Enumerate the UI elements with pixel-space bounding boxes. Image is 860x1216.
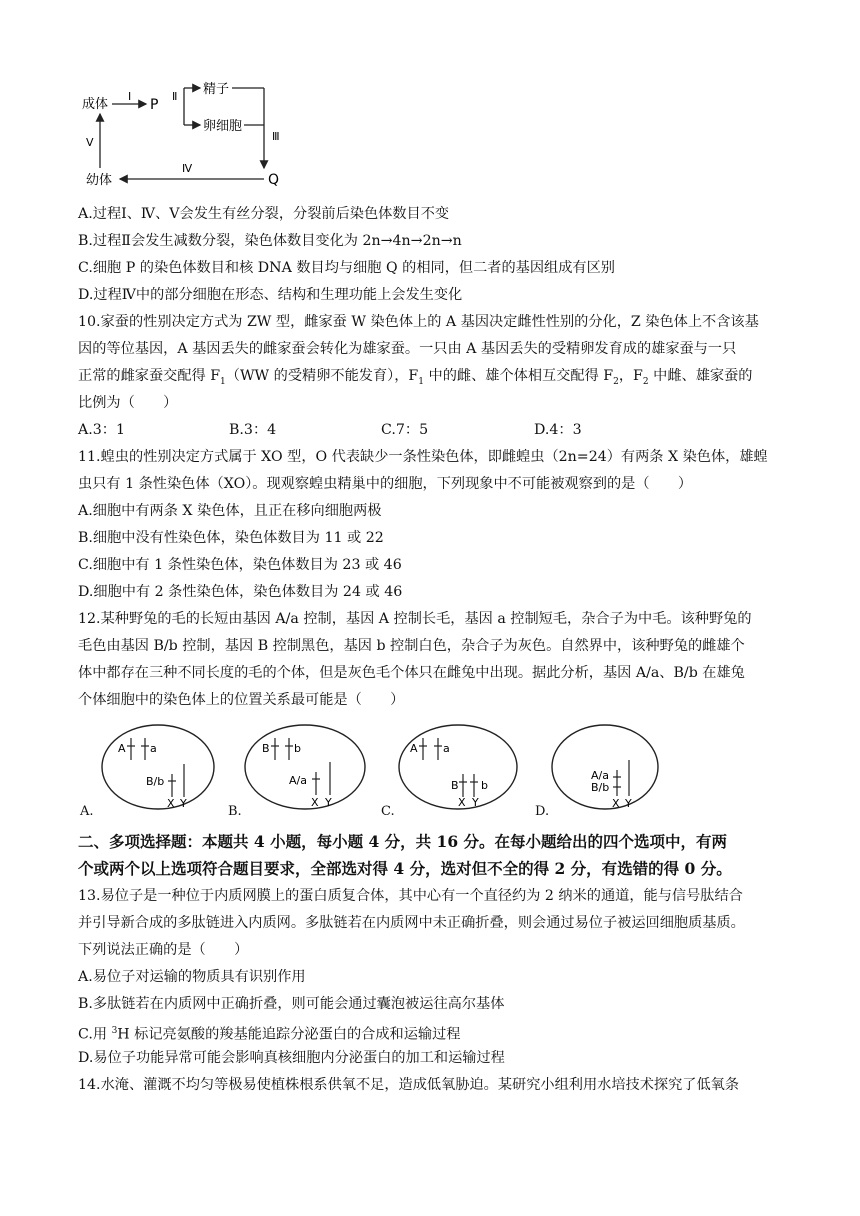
egg-label: 卵细胞 — [203, 119, 243, 134]
life-cycle-diagram — [80, 78, 310, 190]
svg-text:A: A — [118, 742, 126, 755]
svg-text:X: X — [458, 796, 466, 809]
svg-text:Y: Y — [625, 797, 632, 810]
q14-line-1: 14.水淹、灌溉不均匀等极易使植株根系供氧不足，造成低氧胁迫。某研究小组利用水培技术探究了低氧条 — [78, 1077, 740, 1093]
q12-option-b-label: B. — [228, 804, 242, 819]
svg-text:X: X — [167, 797, 175, 810]
q11-option-b: B.细胞中没有性染色体，染色体数目为 11 或 22 — [78, 530, 384, 546]
q9-option-b: B.过程Ⅱ会发生减数分裂，染色体数目变化为 2n→4n→2n→n — [78, 233, 462, 249]
svg-text:X: X — [612, 797, 620, 810]
svg-text:b: b — [481, 779, 488, 792]
roman-5: Ⅴ — [86, 136, 94, 149]
q12-line-4: 个体细胞中的染色体上的位置关系最可能是（ ） — [78, 692, 405, 708]
q10-line-4: 比例为（ ） — [78, 395, 178, 411]
roman-1: Ⅰ — [128, 90, 132, 103]
q12-option-c-label: C. — [381, 804, 395, 819]
svg-text:Y: Y — [180, 797, 187, 810]
cell-figure-d — [550, 722, 662, 812]
svg-text:a: a — [150, 742, 157, 755]
svg-text:Y: Y — [472, 796, 479, 809]
q10-option-c: C.7：5 — [381, 422, 429, 438]
q13-line-2: 并引导新合成的多肽链进入内质网。多肽链若在内质网中未正确折叠，则会通过易位子被运回细胞质基质。 — [78, 915, 745, 931]
q11-option-a: A.细胞中有两条 X 染色体，且正在移向细胞两极 — [78, 503, 382, 519]
q9-option-d: D.过程Ⅳ中的部分细胞在形态、结构和生理功能上会发生变化 — [78, 287, 463, 303]
roman-2: Ⅱ — [172, 90, 178, 103]
q10-option-b: B.3：4 — [229, 422, 277, 438]
q13-line-3: 下列说法正确的是（ ） — [78, 942, 249, 958]
q12-line-2: 毛色由基因 B/b 控制，基因 B 控制黑色，基因 b 控制白色，杂合子为灰色。自然界中，该种野兔的雌雄个 — [78, 638, 745, 654]
q13-option-c: C.用 $^3$H 标记亮氨酸的羧基能追踪分泌蛋白的合成和运输过程 — [78, 1026, 461, 1043]
svg-text:B/b: B/b — [591, 781, 610, 794]
svg-text:A/a: A/a — [591, 769, 609, 782]
q11-option-c: C.细胞中有 1 条性染色体，染色体数目为 23 或 46 — [78, 557, 402, 573]
q9-option-c: C.细胞 P 的染色体数目和核 DNA 数目均与细胞 Q 的相同，但二者的基因组成有区别 — [78, 260, 615, 276]
q10-line-2: 因的等位基因，A 基因丢失的雌家蚕会转化为雄家蚕。一只由 A 基因丢失的受精卵发育成的雄家蚕与一只 — [78, 341, 737, 357]
cell-figure-a — [100, 722, 220, 812]
svg-text:B/b: B/b — [146, 775, 165, 788]
svg-text:A: A — [410, 742, 418, 755]
p-label: P — [150, 97, 159, 113]
q12-line-3: 体中都存在三种不同长度的毛的个体，但是灰色毛个体只在雌兔中出现。据此分析，基因 A/a、B/b 在雄兔 — [78, 665, 745, 681]
q10-line-1: 10.家蚕的性别决定方式为 ZW 型，雌家蚕 W 染色体上的 A 基因决定雌性性别的分化，Z 染色体上不含该基 — [78, 314, 759, 330]
adult-label: 成体 — [82, 97, 109, 112]
q13-line-1: 13.易位子是一种位于内质网膜上的蛋白质复合体，其中心有一个直径约为 2 纳米的通道，能与信号肽结合 — [78, 888, 743, 904]
q12-line-1: 12.某种野兔的毛的长短由基因 A/a 控制，基因 A 控制长毛，基因 a 控制短毛，杂合子为中毛。该种野兔的 — [78, 611, 752, 627]
svg-text:A/a: A/a — [289, 774, 307, 787]
section-2-heading-line-2: 个或两个以上选项符合题目要求，全部选对得 4 分，选对但不全的得 2 分，有选错的得 0 分。 — [78, 859, 732, 878]
svg-text:B: B — [451, 779, 459, 792]
q12-option-a-label: A. — [80, 804, 94, 819]
q11-option-d: D.细胞中有 2 条性染色体，染色体数目为 24 或 46 — [78, 584, 403, 600]
q11-line-2: 虫只有 1 条性染色体（XO）。现观察蝗虫精巢中的细胞，下列现象中不可能被观察到的是（ ） — [78, 476, 693, 492]
cell-figure-c — [396, 722, 520, 812]
svg-text:Y: Y — [325, 796, 332, 809]
roman-4: Ⅳ — [182, 162, 193, 175]
roman-3: Ⅲ — [272, 130, 280, 143]
q10-option-d: D.4：3 — [534, 422, 582, 438]
sperm-label: 精子 — [203, 82, 230, 97]
svg-text:X: X — [311, 796, 319, 809]
q-label: Q — [268, 172, 280, 188]
q13-option-a: A.易位子对运输的物质具有识别作用 — [78, 969, 306, 985]
q11-line-1: 11.蝗虫的性别决定方式属于 XO 型，O 代表缺少一条性染色体，即雌蝗虫（2n=24）有两条 X 染色体，雄蝗 — [78, 449, 768, 465]
q9-option-a: A.过程Ⅰ、Ⅳ、Ⅴ会发生有丝分裂，分裂前后染色体数目不变 — [78, 206, 450, 222]
svg-text:B: B — [262, 742, 270, 755]
q10-option-a: A.3：1 — [78, 422, 125, 438]
q13-option-d: D.易位子功能异常可能会影响真核细胞内分泌蛋白的加工和运输过程 — [78, 1050, 505, 1066]
q12-option-d-label: D. — [535, 804, 550, 819]
juvenile-label: 幼体 — [86, 173, 113, 188]
q13-option-b: B.多肽链若在内质网中正确折叠，则可能会通过囊泡被运往高尔基体 — [78, 996, 505, 1012]
section-2-heading-line-1: 二、多项选择题：本题共 4 小题，每小题 4 分，共 16 分。在每小题给出的四个选项中，有两 — [78, 832, 728, 851]
cell-figure-b — [243, 722, 369, 812]
svg-text:a: a — [443, 742, 450, 755]
q10-line-3: 正常的雌家蚕交配得 $F_1(WW$ 的受精卵不能发育），$F_1$ 中的雌、雄个体相互交配得 $F_2$，$F_2$ 中雌、雄家蚕的 — [78, 368, 753, 387]
svg-text:b: b — [294, 742, 301, 755]
